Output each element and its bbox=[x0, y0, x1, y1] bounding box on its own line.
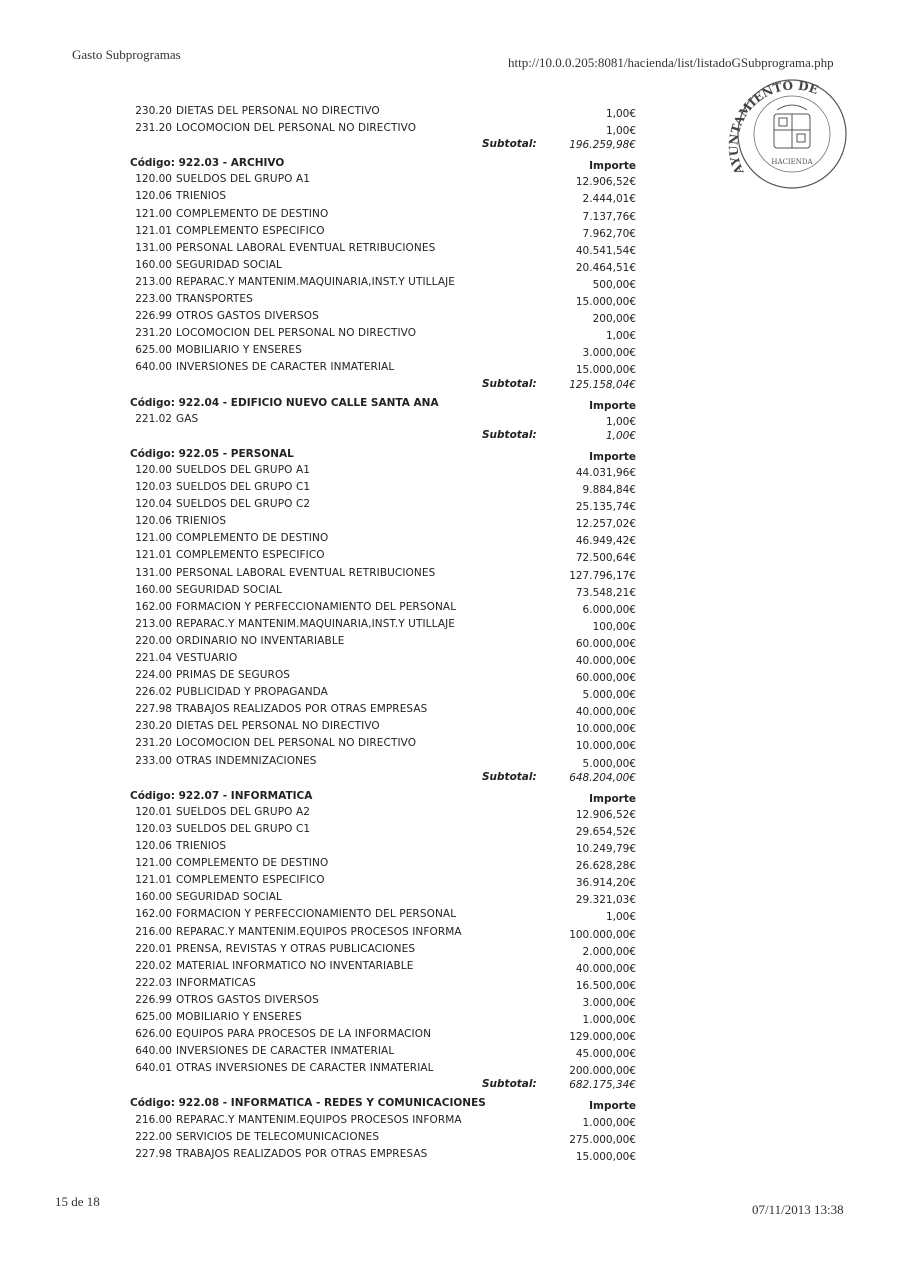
line-amount: 200.000,00€ bbox=[569, 1065, 636, 1078]
line-amount: 100,00€ bbox=[592, 620, 636, 633]
subtotal-row bbox=[118, 1078, 648, 1095]
line-amount: 73.548,21€ bbox=[575, 586, 636, 599]
line-description: PERSONAL LABORAL EVENTUAL RETRIBUCIONES bbox=[176, 241, 436, 254]
line-amount: 29.321,03€ bbox=[575, 894, 636, 907]
budget-line-row bbox=[118, 736, 648, 753]
subtotal-label: Subtotal: bbox=[482, 138, 537, 151]
section-header-row bbox=[118, 788, 648, 805]
line-amount: 1,00€ bbox=[605, 415, 636, 428]
line-code: 226.99 bbox=[135, 993, 172, 1006]
line-code: 220.01 bbox=[135, 942, 172, 955]
budget-line-row bbox=[118, 189, 648, 206]
section-code-title: Código: 922.05 - PERSONAL bbox=[130, 447, 294, 460]
budget-line-row bbox=[118, 480, 648, 497]
line-code: 231.20 bbox=[135, 737, 172, 750]
line-amount: 2.444,01€ bbox=[582, 193, 636, 206]
line-amount: 15.000,00€ bbox=[575, 364, 636, 377]
line-code: 160.00 bbox=[135, 583, 172, 596]
line-code: 625.00 bbox=[135, 1010, 172, 1023]
budget-line-row bbox=[118, 651, 648, 668]
line-description: SEGURIDAD SOCIAL bbox=[176, 891, 283, 904]
section-header-row bbox=[118, 1095, 648, 1112]
line-description: ORDINARIO NO INVENTARIABLE bbox=[176, 634, 345, 647]
line-amount: 3.000,00€ bbox=[582, 347, 636, 360]
line-code: 222.00 bbox=[135, 1130, 172, 1143]
line-code: 120.06 bbox=[135, 190, 172, 203]
line-description: PRIMAS DE SEGUROS bbox=[176, 669, 291, 682]
line-description: TRIENIOS bbox=[176, 515, 227, 528]
line-code: 121.01 bbox=[135, 549, 172, 562]
line-code: 121.01 bbox=[135, 224, 172, 237]
line-amount: 5.000,00€ bbox=[582, 689, 636, 702]
line-code: 120.06 bbox=[135, 840, 172, 853]
budget-line-row bbox=[118, 719, 648, 736]
budget-line-row bbox=[118, 531, 648, 548]
line-amount: 7.962,70€ bbox=[582, 227, 636, 240]
seal-text-bottom: HACIENDA bbox=[771, 158, 813, 166]
line-description: COMPLEMENTO ESPECIFICO bbox=[176, 224, 325, 237]
line-description: COMPLEMENTO DE DESTINO bbox=[176, 857, 329, 870]
line-description: OTROS GASTOS DIVERSOS bbox=[176, 993, 319, 1006]
budget-line-row bbox=[118, 1044, 648, 1061]
budget-line-row bbox=[118, 241, 648, 258]
line-description: INVERSIONES DE CARACTER INMATERIAL bbox=[176, 361, 395, 374]
subtotal-amount: 1,00€ bbox=[605, 429, 636, 442]
line-amount: 60.000,00€ bbox=[575, 637, 636, 650]
line-amount: 29.654,52€ bbox=[575, 825, 636, 838]
budget-line-row bbox=[118, 600, 648, 617]
budget-line-row bbox=[118, 668, 648, 685]
line-amount: 2.000,00€ bbox=[582, 945, 636, 958]
line-description: SUELDOS DEL GRUPO C1 bbox=[176, 481, 311, 494]
line-description: SUELDOS DEL GRUPO C2 bbox=[176, 498, 311, 511]
line-description: TRABAJOS REALIZADOS POR OTRAS EMPRESAS bbox=[176, 703, 428, 716]
line-code: 121.00 bbox=[135, 207, 172, 220]
line-code: 226.99 bbox=[135, 310, 172, 323]
budget-line-row bbox=[118, 1061, 648, 1078]
line-description: SEGURIDAD SOCIAL bbox=[176, 258, 283, 271]
line-amount: 45.000,00€ bbox=[575, 1048, 636, 1061]
line-amount: 15.000,00€ bbox=[575, 296, 636, 309]
line-code: 226.02 bbox=[135, 686, 172, 699]
section-header-row bbox=[118, 446, 648, 463]
line-code: 213.00 bbox=[135, 617, 172, 630]
line-code: 220.02 bbox=[135, 959, 172, 972]
amount-column-header: Importe bbox=[589, 1100, 636, 1113]
line-description: TRABAJOS REALIZADOS POR OTRAS EMPRESAS bbox=[176, 1147, 428, 1160]
line-code: 213.00 bbox=[135, 275, 172, 288]
line-amount: 500,00€ bbox=[592, 278, 636, 291]
line-code: 120.00 bbox=[135, 173, 172, 186]
subtotal-label: Subtotal: bbox=[482, 1078, 537, 1091]
line-amount: 40.541,54€ bbox=[575, 244, 636, 257]
line-description: LOCOMOCION DEL PERSONAL NO DIRECTIVO bbox=[176, 737, 417, 750]
budget-line-row bbox=[118, 822, 648, 839]
line-code: 162.00 bbox=[135, 600, 172, 613]
budget-line-row bbox=[118, 873, 648, 890]
seal-text-top: AYUNTAMIENTO DE bbox=[726, 78, 821, 177]
line-amount: 15.000,00€ bbox=[575, 1150, 636, 1163]
line-code: 216.00 bbox=[135, 1113, 172, 1126]
budget-line-row bbox=[118, 258, 648, 275]
line-description: INVERSIONES DE CARACTER INMATERIAL bbox=[176, 1045, 395, 1058]
line-description: COMPLEMENTO DE DESTINO bbox=[176, 532, 329, 545]
budget-line-row bbox=[118, 925, 648, 942]
line-amount: 1,00€ bbox=[605, 125, 636, 138]
line-code: 640.01 bbox=[135, 1062, 172, 1075]
budget-line-row bbox=[118, 959, 648, 976]
line-description: INFORMATICAS bbox=[176, 976, 256, 989]
line-amount: 1,00€ bbox=[605, 330, 636, 343]
line-amount: 40.000,00€ bbox=[575, 962, 636, 975]
line-amount: 6.000,00€ bbox=[582, 603, 636, 616]
budget-line-row bbox=[118, 292, 648, 309]
line-code: 640.00 bbox=[135, 1045, 172, 1058]
budget-line-row bbox=[118, 566, 648, 583]
line-code: 220.00 bbox=[135, 634, 172, 647]
budget-line-row bbox=[118, 104, 648, 121]
budget-line-row bbox=[118, 121, 648, 138]
line-amount: 40.000,00€ bbox=[575, 655, 636, 667]
line-description: LOCOMOCION DEL PERSONAL NO DIRECTIVO bbox=[176, 122, 417, 135]
line-code: 231.20 bbox=[135, 327, 172, 340]
line-amount: 275.000,00€ bbox=[569, 1133, 636, 1146]
subtotal-label: Subtotal: bbox=[482, 770, 537, 783]
subtotal-label: Subtotal: bbox=[482, 428, 537, 441]
line-description: COMPLEMENTO DE DESTINO bbox=[176, 207, 329, 220]
line-description: REPARAC.Y MANTENIM.EQUIPOS PROCESOS INFORMA bbox=[176, 925, 462, 938]
line-amount: 129.000,00€ bbox=[569, 1031, 636, 1044]
budget-line-row bbox=[118, 1010, 648, 1027]
line-description: PUBLICIDAD Y PROPAGANDA bbox=[176, 686, 328, 699]
subtotal-label: Subtotal: bbox=[482, 377, 537, 390]
subtotal-amount: 125.158,04€ bbox=[569, 378, 636, 391]
budget-line-row bbox=[118, 514, 648, 531]
line-code: 224.00 bbox=[135, 669, 172, 682]
budget-line-row bbox=[118, 360, 648, 377]
budget-line-row bbox=[118, 275, 648, 292]
line-description: REPARAC.Y MANTENIM.MAQUINARIA,INST.Y UTILLAJE bbox=[176, 275, 456, 288]
line-code: 120.01 bbox=[135, 805, 172, 818]
line-code: 221.04 bbox=[135, 652, 172, 664]
line-amount: 12.906,52€ bbox=[575, 808, 636, 821]
line-amount: 100.000,00€ bbox=[569, 928, 636, 941]
line-code: 626.00 bbox=[135, 1028, 172, 1041]
line-code: 222.03 bbox=[135, 976, 172, 989]
line-code: 120.03 bbox=[135, 822, 172, 835]
line-description: REPARAC.Y MANTENIM.MAQUINARIA,INST.Y UTILLAJE bbox=[176, 617, 456, 630]
line-description: MATERIAL INFORMATICO NO INVENTARIABLE bbox=[176, 959, 414, 972]
line-code: 231.20 bbox=[135, 122, 172, 135]
budget-line-row bbox=[118, 309, 648, 326]
budget-line-row bbox=[118, 326, 648, 343]
line-description: COMPLEMENTO ESPECIFICO bbox=[176, 549, 325, 562]
budget-line-row bbox=[118, 1027, 648, 1044]
line-code: 120.00 bbox=[135, 463, 172, 476]
line-code: 230.20 bbox=[135, 720, 172, 733]
line-description: PERSONAL LABORAL EVENTUAL RETRIBUCIONES bbox=[176, 566, 436, 579]
line-amount: 12.906,52€ bbox=[575, 176, 636, 189]
budget-line-row bbox=[118, 805, 648, 822]
budget-line-row bbox=[118, 839, 648, 856]
line-description: FORMACION Y PERFECCIONAMIENTO DEL PERSONAL bbox=[176, 908, 457, 921]
line-amount: 60.000,00€ bbox=[575, 672, 636, 685]
line-description: SUELDOS DEL GRUPO C1 bbox=[176, 822, 311, 835]
line-description: VESTUARIO bbox=[176, 652, 238, 664]
budget-line-row bbox=[118, 976, 648, 993]
line-code: 223.00 bbox=[135, 293, 172, 306]
line-amount: 200,00€ bbox=[592, 313, 636, 326]
line-description: PRENSA, REVISTAS Y OTRAS PUBLICACIONES bbox=[176, 942, 416, 955]
section-code-title: Código: 922.08 - INFORMATICA - REDES Y COMUNICACIONES bbox=[130, 1097, 486, 1110]
budget-line-row bbox=[118, 343, 648, 360]
amount-column-header: Importe bbox=[589, 160, 636, 173]
budget-line-row bbox=[118, 942, 648, 959]
section-header-row bbox=[118, 155, 648, 172]
line-amount: 1,00€ bbox=[605, 108, 636, 120]
line-description: GAS bbox=[176, 412, 199, 425]
line-code: 131.00 bbox=[135, 241, 172, 254]
budget-line-row bbox=[118, 583, 648, 600]
amount-column-header: Importe bbox=[589, 399, 636, 412]
line-amount: 46.949,42€ bbox=[575, 535, 636, 548]
line-description: OTRAS INVERSIONES DE CARACTER INMATERIAL bbox=[176, 1062, 434, 1075]
budget-line-row bbox=[118, 497, 648, 514]
line-amount: 44.031,96€ bbox=[575, 466, 636, 479]
line-amount: 20.464,51€ bbox=[575, 261, 636, 274]
line-amount: 10.249,79€ bbox=[575, 843, 636, 856]
line-code: 233.00 bbox=[135, 754, 172, 767]
line-code: 227.98 bbox=[135, 703, 172, 716]
line-code: 230.20 bbox=[135, 105, 172, 117]
line-amount: 1,00€ bbox=[605, 911, 636, 924]
budget-line-row bbox=[118, 224, 648, 241]
budget-line-row bbox=[118, 685, 648, 702]
municipal-seal-stamp bbox=[722, 72, 862, 192]
subtotal-row bbox=[118, 378, 648, 395]
line-amount: 9.884,84€ bbox=[582, 484, 636, 497]
line-amount: 3.000,00€ bbox=[582, 996, 636, 1009]
line-description: TRANSPORTES bbox=[176, 293, 253, 306]
line-description: SUELDOS DEL GRUPO A1 bbox=[176, 463, 311, 476]
line-code: 120.06 bbox=[135, 515, 172, 528]
amount-column-header: Importe bbox=[589, 792, 636, 805]
line-code: 121.01 bbox=[135, 874, 172, 887]
line-amount: 10.000,00€ bbox=[575, 723, 636, 736]
budget-line-row bbox=[118, 907, 648, 924]
budget-line-row bbox=[118, 463, 648, 480]
line-description: FORMACION Y PERFECCIONAMIENTO DEL PERSONAL bbox=[176, 600, 457, 613]
line-description: OTRAS INDEMNIZACIONES bbox=[176, 754, 317, 767]
budget-line-row bbox=[118, 207, 648, 224]
line-amount: 7.137,76€ bbox=[582, 210, 636, 223]
line-code: 120.03 bbox=[135, 481, 172, 494]
section-header-row bbox=[118, 395, 648, 412]
line-code: 160.00 bbox=[135, 891, 172, 904]
budget-line-row bbox=[118, 412, 648, 429]
section-code-title: Código: 922.04 - EDIFICIO NUEVO CALLE SANTA ANA bbox=[130, 396, 439, 409]
subtotal-amount: 648.204,00€ bbox=[569, 771, 636, 784]
line-description: REPARAC.Y MANTENIM.EQUIPOS PROCESOS INFORMA bbox=[176, 1113, 462, 1126]
budget-line-row bbox=[118, 993, 648, 1010]
line-description: SERVICIOS DE TELECOMUNICACIONES bbox=[176, 1130, 380, 1143]
budget-line-row bbox=[118, 617, 648, 634]
line-code: 162.00 bbox=[135, 908, 172, 921]
header-url: http://10.0.0.205:8081/hacienda/list/listadoGSubprograma.php bbox=[508, 55, 834, 70]
line-code: 121.00 bbox=[135, 857, 172, 870]
coat-of-arms-icon bbox=[774, 105, 810, 148]
line-amount: 1.000,00€ bbox=[582, 1013, 636, 1026]
line-amount: 12.257,02€ bbox=[575, 518, 636, 531]
line-description: DIETAS DEL PERSONAL NO DIRECTIVO bbox=[176, 105, 380, 117]
line-description: SUELDOS DEL GRUPO A2 bbox=[176, 805, 311, 818]
budget-line-row bbox=[118, 702, 648, 719]
line-description: MOBILIARIO Y ENSERES bbox=[176, 1010, 302, 1023]
line-amount: 40.000,00€ bbox=[575, 706, 636, 719]
subtotal-row bbox=[118, 429, 648, 446]
line-code: 160.00 bbox=[135, 258, 172, 271]
line-amount: 26.628,28€ bbox=[575, 860, 636, 873]
line-code: 640.00 bbox=[135, 361, 172, 374]
line-amount: 16.500,00€ bbox=[575, 979, 636, 992]
section-code-title: Código: 922.07 - INFORMATICA bbox=[130, 789, 313, 802]
subtotal-amount: 682.175,34€ bbox=[569, 1079, 636, 1092]
line-code: 227.98 bbox=[135, 1147, 172, 1160]
line-code: 221.02 bbox=[135, 412, 172, 425]
line-amount: 127.796,17€ bbox=[569, 569, 636, 582]
line-code: 131.00 bbox=[135, 566, 172, 579]
line-description: MOBILIARIO Y ENSERES bbox=[176, 344, 302, 357]
header-title: Gasto Subprogramas bbox=[72, 47, 181, 62]
line-description: SEGURIDAD SOCIAL bbox=[176, 583, 283, 596]
line-description: TRIENIOS bbox=[176, 190, 227, 203]
budget-line-row bbox=[118, 548, 648, 565]
line-amount: 36.914,20€ bbox=[575, 877, 636, 890]
budget-line-row bbox=[118, 634, 648, 651]
line-description: DIETAS DEL PERSONAL NO DIRECTIVO bbox=[176, 720, 380, 733]
line-code: 216.00 bbox=[135, 925, 172, 938]
budget-line-row bbox=[118, 890, 648, 907]
line-description: OTROS GASTOS DIVERSOS bbox=[176, 310, 319, 323]
line-code: 120.04 bbox=[135, 498, 172, 511]
print-datetime: 07/11/2013 13:38 bbox=[752, 1202, 844, 1217]
line-code: 625.00 bbox=[135, 344, 172, 357]
budget-line-row bbox=[118, 1130, 648, 1147]
line-description: LOCOMOCION DEL PERSONAL NO DIRECTIVO bbox=[176, 327, 417, 340]
line-amount: 5.000,00€ bbox=[582, 757, 636, 770]
budget-line-list bbox=[118, 104, 648, 1164]
subtotal-amount: 196.259,98€ bbox=[569, 139, 636, 152]
amount-column-header: Importe bbox=[589, 450, 636, 463]
page-number: 15 de 18 bbox=[55, 1194, 100, 1209]
subtotal-row bbox=[118, 138, 648, 155]
budget-line-row bbox=[118, 172, 648, 189]
budget-line-row bbox=[118, 1147, 648, 1164]
line-amount: 1.000,00€ bbox=[582, 1116, 636, 1129]
line-description: EQUIPOS PARA PROCESOS DE LA INFORMACION bbox=[176, 1028, 432, 1041]
budget-line-row bbox=[118, 856, 648, 873]
line-description: COMPLEMENTO ESPECIFICO bbox=[176, 874, 325, 887]
subtotal-row bbox=[118, 771, 648, 788]
section-code-title: Código: 922.03 - ARCHIVO bbox=[130, 157, 285, 170]
line-amount: 25.135,74€ bbox=[575, 501, 636, 514]
budget-line-row bbox=[118, 754, 648, 771]
line-amount: 72.500,64€ bbox=[575, 552, 636, 565]
line-description: TRIENIOS bbox=[176, 840, 227, 853]
line-description: SUELDOS DEL GRUPO A1 bbox=[176, 173, 311, 186]
budget-line-row bbox=[118, 1113, 648, 1130]
line-amount: 10.000,00€ bbox=[575, 740, 636, 753]
line-code: 121.00 bbox=[135, 532, 172, 545]
